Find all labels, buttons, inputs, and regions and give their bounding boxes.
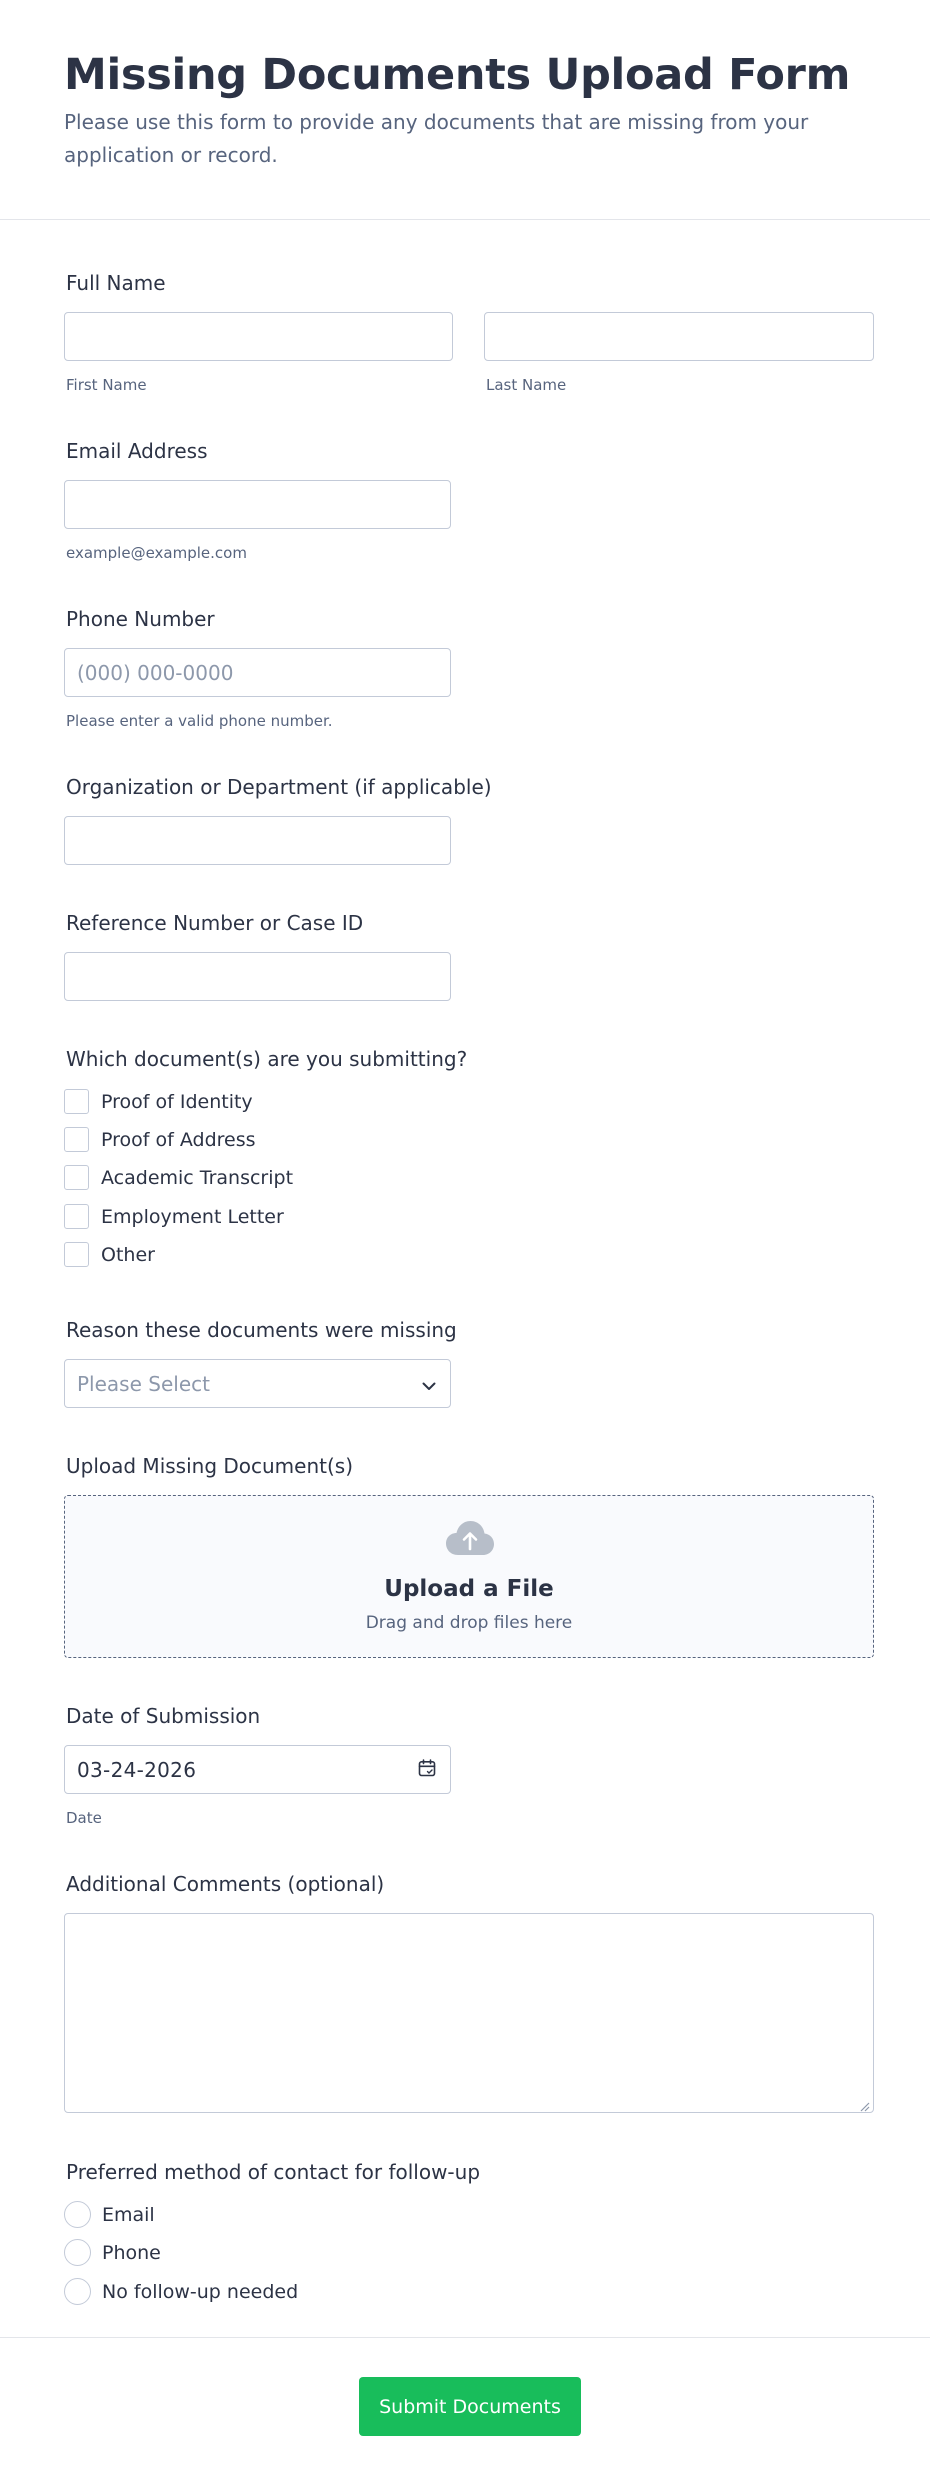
phone-sublabel: Please enter a valid phone number. — [66, 712, 333, 730]
checkbox-label: Academic Transcript — [101, 1166, 294, 1189]
contact-label: Preferred method of contact for follow-up — [66, 2160, 481, 2184]
form-subtitle: Please use this form to provide any documents that are missing from your application or record. — [64, 110, 809, 167]
checkbox[interactable] — [64, 1242, 89, 1267]
radio-label: Phone — [102, 2241, 161, 2264]
date-input[interactable] — [64, 1745, 451, 1794]
footer-divider — [0, 2337, 930, 2338]
document-option-proof-of-identity[interactable] — [64, 1089, 253, 1114]
documents-label: Which document(s) are you submitting? — [66, 1047, 468, 1071]
upload-subtitle: Drag and drop files here — [365, 1613, 573, 1633]
form-title: Missing Documents Upload Form — [64, 50, 851, 100]
comments-textarea[interactable] — [64, 1913, 874, 2113]
checkbox-label: Proof of Address — [101, 1128, 256, 1151]
chevron-down-icon — [422, 1372, 436, 1396]
checkbox-label: Proof of Identity — [101, 1090, 253, 1113]
file-upload-dropzone[interactable] — [64, 1495, 874, 1658]
document-option-other[interactable] — [64, 1242, 155, 1267]
radio-button[interactable] — [64, 2239, 91, 2266]
checkbox[interactable] — [64, 1204, 89, 1229]
first-name-input[interactable] — [64, 312, 453, 361]
email-sublabel: example@example.com — [66, 544, 247, 562]
radio-label: Email — [102, 2203, 155, 2226]
reason-select-value: Please Select — [77, 1371, 210, 1396]
checkbox[interactable] — [64, 1089, 89, 1114]
radio-label: No follow-up needed — [102, 2280, 299, 2303]
email-label: Email Address — [66, 439, 208, 463]
phone-label: Phone Number — [66, 607, 215, 631]
checkbox-label: Employment Letter — [101, 1205, 284, 1228]
contact-option-email[interactable] — [64, 2201, 155, 2228]
date-sublabel: Date — [66, 1809, 102, 1827]
organization-label: Organization or Department (if applicable) — [66, 775, 492, 799]
last-name-input[interactable] — [484, 312, 874, 361]
contact-option-no-follow-up[interactable] — [64, 2278, 298, 2305]
cloud-upload-icon — [445, 1520, 495, 1556]
comments-label: Additional Comments (optional) — [66, 1872, 385, 1896]
calendar-icon[interactable] — [418, 1758, 436, 1782]
date-label: Date of Submission — [66, 1704, 261, 1728]
full-name-label: Full Name — [66, 271, 166, 295]
last-name-sublabel: Last Name — [486, 376, 567, 394]
document-option-proof-of-address[interactable] — [64, 1127, 256, 1152]
phone-input[interactable] — [64, 648, 451, 697]
date-value: 03-24-2026 — [77, 1757, 197, 1782]
checkbox[interactable] — [64, 1165, 89, 1190]
upload-title: Upload a File — [384, 1576, 554, 1602]
document-option-academic-transcript[interactable] — [64, 1165, 293, 1190]
first-name-sublabel: First Name — [66, 376, 147, 394]
radio-button[interactable] — [64, 2278, 91, 2305]
document-option-employment-letter[interactable] — [64, 1204, 284, 1229]
reference-input[interactable] — [64, 952, 451, 1001]
checkbox-label: Other — [101, 1243, 155, 1266]
form-header — [0, 0, 930, 220]
email-input[interactable] — [64, 480, 451, 529]
reason-select[interactable] — [64, 1359, 451, 1408]
resize-grip-icon[interactable] — [858, 2097, 870, 2109]
reference-label: Reference Number or Case ID — [66, 911, 364, 935]
submit-button[interactable]: Submit Documents — [359, 2377, 581, 2436]
upload-label: Upload Missing Document(s) — [66, 1454, 354, 1478]
checkbox[interactable] — [64, 1127, 89, 1152]
radio-button[interactable] — [64, 2201, 91, 2228]
organization-input[interactable] — [64, 816, 451, 865]
reason-label: Reason these documents were missing — [66, 1318, 457, 1342]
contact-option-phone[interactable] — [64, 2239, 161, 2266]
